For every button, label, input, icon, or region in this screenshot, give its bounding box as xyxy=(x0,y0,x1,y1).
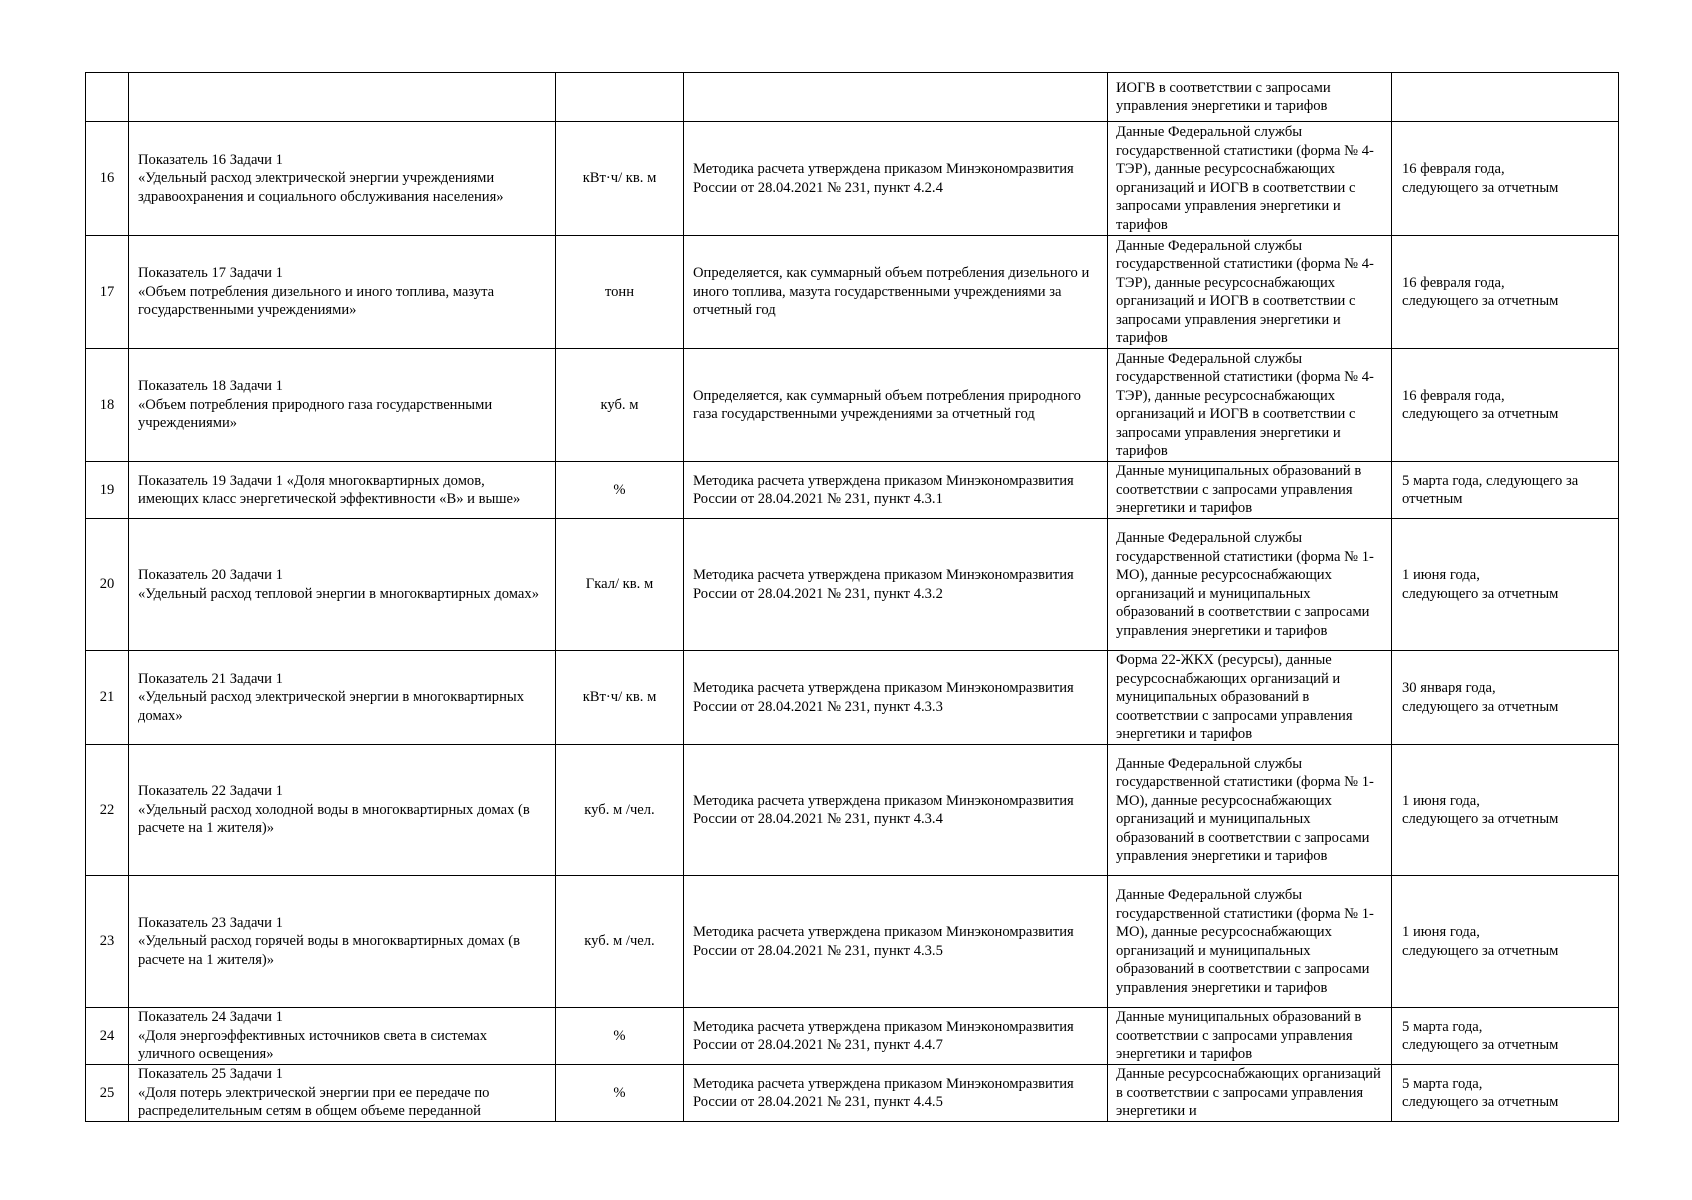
table-row xyxy=(86,876,1619,1008)
unit-of-measure: кВт·ч/ кв. м xyxy=(556,122,684,236)
row-number: 21 xyxy=(86,651,129,745)
row-number: 25 xyxy=(86,1065,129,1122)
calculation-method: Методика расчета утверждена приказом Минэкономразвития России от 28.04.2021 № 231, пункт 4.2.4 xyxy=(684,122,1108,236)
deadline: 30 января года, следующего за отчетным xyxy=(1392,651,1619,745)
table-row xyxy=(86,349,1619,462)
deadline: 16 февраля года, следующего за отчетным xyxy=(1392,122,1619,236)
row-number: 19 xyxy=(86,462,129,519)
deadline: 5 марта года, следующего за отчетным xyxy=(1392,462,1619,519)
deadline xyxy=(1392,73,1619,122)
data-source: Форма 22-ЖКХ (ресурсы), данные ресурсоснабжающих организаций и муниципальных образований в соответствии с запросами управления энергетики и тарифов xyxy=(1108,651,1392,745)
deadline: 5 марта года, следующего за отчетным xyxy=(1392,1008,1619,1065)
indicator-name: Показатель 16 Задачи 1 «Удельный расход электрической энергии учреждениями здравоохранения и социального обслуживания населения» xyxy=(129,122,556,236)
unit-of-measure: куб. м xyxy=(556,349,684,462)
unit-of-measure: % xyxy=(556,462,684,519)
data-source: Данные Федеральной службы государственной статистики (форма № 1-МО), данные ресурсоснабжающих организаций и муниципальных образований в соответствии с запросами управления энергетики и тарифов xyxy=(1108,876,1392,1008)
table-row xyxy=(86,122,1619,236)
calculation-method: Методика расчета утверждена приказом Минэкономразвития России от 28.04.2021 № 231, пункт 4.4.7 xyxy=(684,1008,1108,1065)
row-number: 16 xyxy=(86,122,129,236)
unit-of-measure: % xyxy=(556,1065,684,1122)
calculation-method: Методика расчета утверждена приказом Минэкономразвития России от 28.04.2021 № 231, пункт 4.3.2 xyxy=(684,519,1108,651)
row-number: 23 xyxy=(86,876,129,1008)
unit-of-measure: куб. м /чел. xyxy=(556,876,684,1008)
calculation-method: Определяется, как суммарный объем потребления природного газа государственными учреждениями за отчетный год xyxy=(684,349,1108,462)
unit-of-measure: Гкал/ кв. м xyxy=(556,519,684,651)
row-number: 20 xyxy=(86,519,129,651)
deadline: 16 февраля года, следующего за отчетным xyxy=(1392,349,1619,462)
deadline: 1 июня года, следующего за отчетным xyxy=(1392,519,1619,651)
row-number: 24 xyxy=(86,1008,129,1065)
calculation-method: Методика расчета утверждена приказом Минэкономразвития России от 28.04.2021 № 231, пункт 4.3.3 xyxy=(684,651,1108,745)
indicator-name: Показатель 21 Задачи 1 «Удельный расход электрической энергии в многоквартирных домах» xyxy=(129,651,556,745)
data-source: Данные муниципальных образований в соответствии с запросами управления энергетики и тарифов xyxy=(1108,462,1392,519)
table-row xyxy=(86,236,1619,349)
table-row xyxy=(86,462,1619,519)
row-number xyxy=(86,73,129,122)
deadline: 5 марта года, следующего за отчетным xyxy=(1392,1065,1619,1122)
calculation-method: Определяется, как суммарный объем потребления дизельного и иного топлива, мазута государственными учреждениями за отчетный год xyxy=(684,236,1108,349)
indicator-name: Показатель 18 Задачи 1 «Объем потребления природного газа государственными учреждениями» xyxy=(129,349,556,462)
data-source: ИОГВ в соответствии с запросами управления энергетики и тарифов xyxy=(1108,73,1392,122)
data-source: Данные Федеральной службы государственной статистики (форма № 4-ТЭР), данные ресурсоснабжающих организаций и ИОГВ в соответствии с запросами управления энергетики и тарифов xyxy=(1108,122,1392,236)
deadline: 16 февраля года, следующего за отчетным xyxy=(1392,236,1619,349)
table-row xyxy=(86,519,1619,651)
indicator-name: Показатель 22 Задачи 1 «Удельный расход холодной воды в многоквартирных домах (в расчете на 1 жителя)» xyxy=(129,745,556,876)
table-row xyxy=(86,745,1619,876)
indicator-name: Показатель 19 Задачи 1 «Доля многоквартирных домов, имеющих класс энергетической эффективности «В» и выше» xyxy=(129,462,556,519)
calculation-method xyxy=(684,73,1108,122)
calculation-method: Методика расчета утверждена приказом Минэкономразвития России от 28.04.2021 № 231, пункт 4.4.5 xyxy=(684,1065,1108,1122)
data-source: Данные Федеральной службы государственной статистики (форма № 4-ТЭР), данные ресурсоснабжающих организаций и ИОГВ в соответствии с запросами управления энергетики и тарифов xyxy=(1108,349,1392,462)
table-row xyxy=(86,651,1619,745)
deadline: 1 июня года, следующего за отчетным xyxy=(1392,876,1619,1008)
indicator-name: Показатель 25 Задачи 1 «Доля потерь электрической энергии при ее передаче по распределительным сетям в общем объеме переданной xyxy=(129,1065,556,1122)
row-number: 22 xyxy=(86,745,129,876)
table-row xyxy=(86,73,1619,122)
unit-of-measure: куб. м /чел. xyxy=(556,745,684,876)
unit-of-measure: % xyxy=(556,1008,684,1065)
unit-of-measure: кВт·ч/ кв. м xyxy=(556,651,684,745)
indicator-name: Показатель 24 Задачи 1 «Доля энергоэффективных источников света в системах уличного освещения» xyxy=(129,1008,556,1065)
table-row xyxy=(86,1065,1619,1122)
deadline: 1 июня года, следующего за отчетным xyxy=(1392,745,1619,876)
table-row xyxy=(86,1008,1619,1065)
row-number: 18 xyxy=(86,349,129,462)
indicator-name xyxy=(129,73,556,122)
calculation-method: Методика расчета утверждена приказом Минэкономразвития России от 28.04.2021 № 231, пункт 4.3.1 xyxy=(684,462,1108,519)
unit-of-measure xyxy=(556,73,684,122)
indicator-name: Показатель 17 Задачи 1 «Объем потребления дизельного и иного топлива, мазута государственными учреждениями» xyxy=(129,236,556,349)
indicator-name: Показатель 20 Задачи 1 «Удельный расход тепловой энергии в многоквартирных домах» xyxy=(129,519,556,651)
indicators-table xyxy=(85,72,1619,1122)
calculation-method: Методика расчета утверждена приказом Минэкономразвития России от 28.04.2021 № 231, пункт 4.3.4 xyxy=(684,745,1108,876)
data-source: Данные Федеральной службы государственной статистики (форма № 1-МО), данные ресурсоснабжающих организаций и муниципальных образований в соответствии с запросами управления энергетики и тарифов xyxy=(1108,519,1392,651)
data-source: Данные ресурсоснабжающих организаций в соответствии с запросами управления энергетики и xyxy=(1108,1065,1392,1122)
indicator-name: Показатель 23 Задачи 1 «Удельный расход горячей воды в многоквартирных домах (в расчете на 1 жителя)» xyxy=(129,876,556,1008)
data-source: Данные муниципальных образований в соответствии с запросами управления энергетики и тарифов xyxy=(1108,1008,1392,1065)
calculation-method: Методика расчета утверждена приказом Минэкономразвития России от 28.04.2021 № 231, пункт 4.3.5 xyxy=(684,876,1108,1008)
data-source: Данные Федеральной службы государственной статистики (форма № 1-МО), данные ресурсоснабжающих организаций и муниципальных образований в соответствии с запросами управления энергетики и тарифов xyxy=(1108,745,1392,876)
data-source: Данные Федеральной службы государственной статистики (форма № 4-ТЭР), данные ресурсоснабжающих организаций и ИОГВ в соответствии с запросами управления энергетики и тарифов xyxy=(1108,236,1392,349)
row-number: 17 xyxy=(86,236,129,349)
unit-of-measure: тонн xyxy=(556,236,684,349)
